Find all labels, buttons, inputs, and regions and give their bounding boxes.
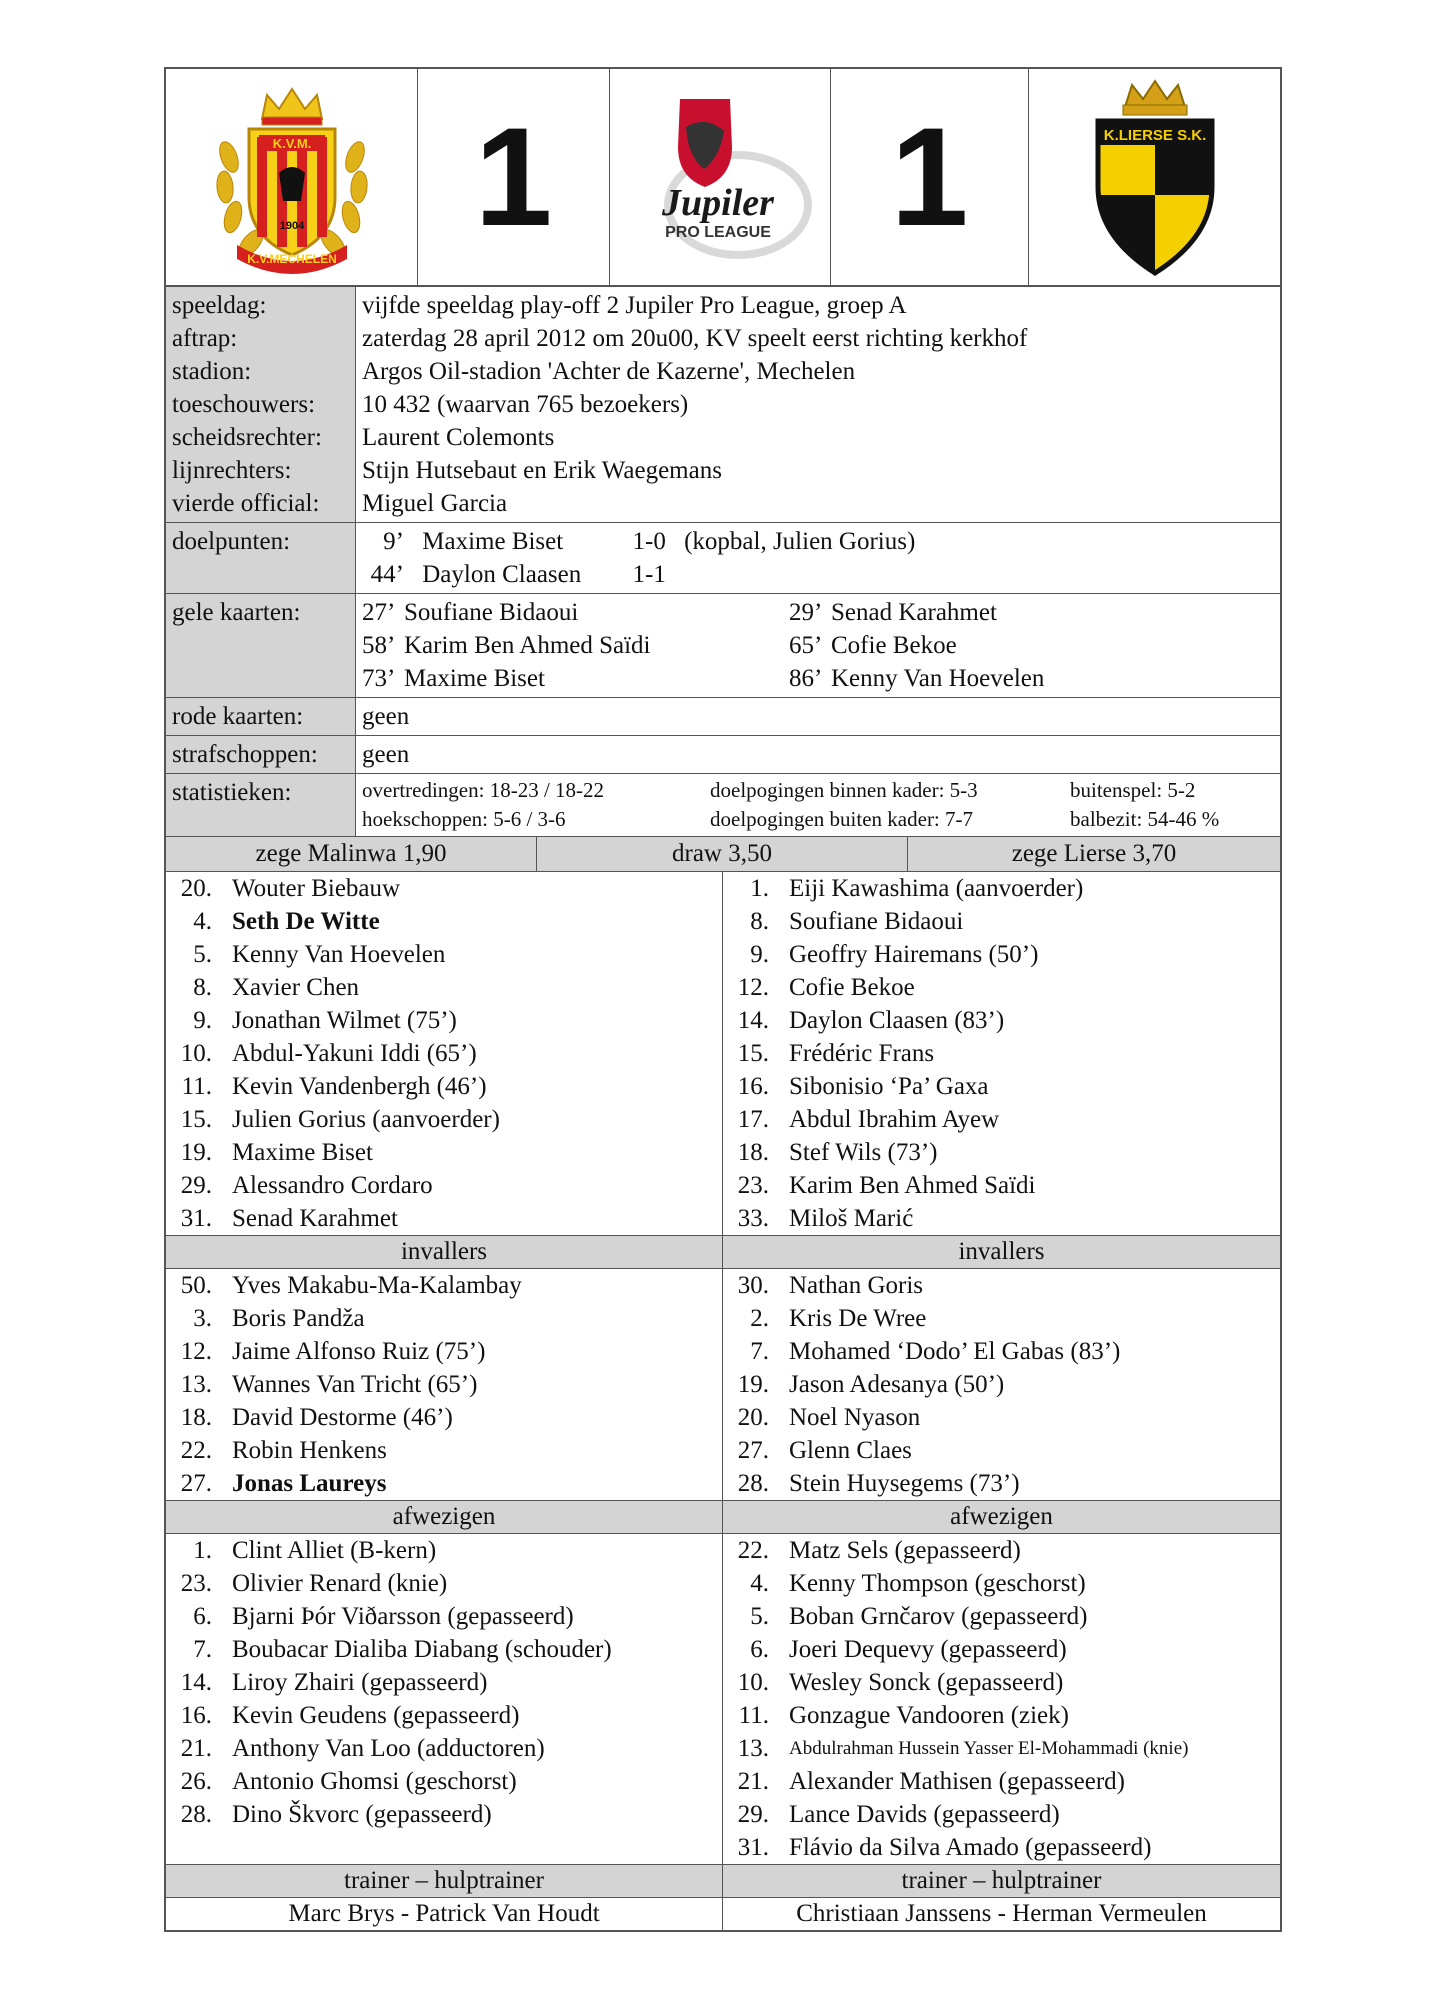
- player-name: Liroy Zhairi (gepasseerd): [232, 1669, 488, 1696]
- odds-row: [166, 836, 1280, 872]
- goal-row: [362, 525, 1274, 558]
- trainer-away-title: trainer – hulptrainer: [901, 1867, 1102, 1894]
- player-row: [723, 1434, 1280, 1467]
- player-number: 14.: [180, 1669, 212, 1696]
- toeschouwers-value: 10 432 (waarvan 765 bezoekers): [362, 391, 689, 418]
- player-row: [723, 1467, 1280, 1500]
- home-score-cell: [418, 69, 610, 285]
- player-row: [166, 1302, 722, 1335]
- aftrap-value: zaterdag 28 april 2012 om 20u00, KV speelt eerst richting kerkhof: [362, 325, 1028, 352]
- player-row: [166, 1534, 722, 1567]
- player-name: Karim Ben Ahmed Saïdi: [789, 1172, 1036, 1199]
- player-number: 19.: [180, 1139, 212, 1166]
- player-row: [723, 1567, 1280, 1600]
- stat-on-target: doelpogingen binnen kader: 5-3: [710, 778, 978, 802]
- player-number: 7.: [193, 1636, 212, 1663]
- strafschoppen-label: strafschoppen:: [172, 741, 318, 768]
- league-logo-sub: PRO LEAGUE: [665, 224, 771, 241]
- player-row: [723, 938, 1280, 971]
- player-number: 17.: [737, 1106, 769, 1133]
- player-number: 14.: [737, 1007, 769, 1034]
- player-number: 2.: [750, 1305, 769, 1332]
- player-number: 23.: [180, 1570, 212, 1597]
- info-penalties: [166, 736, 1280, 774]
- player-row: [166, 1798, 722, 1831]
- subs: [166, 1269, 1280, 1501]
- player-name: Mohamed ‘Dodo’ El Gabas (83’): [789, 1338, 1121, 1365]
- player-number: 29.: [737, 1801, 769, 1828]
- player-row: [723, 1037, 1280, 1070]
- info-yellow-cards: [166, 594, 1280, 698]
- rode-kaarten-value: geen: [362, 703, 410, 730]
- player-number: 18.: [737, 1139, 769, 1166]
- player-number: 1.: [750, 875, 769, 902]
- player-row: [723, 971, 1280, 1004]
- home-logo-sub: K.V.MECHELEN: [246, 252, 337, 266]
- player-number: 27.: [737, 1437, 769, 1464]
- stat-fouls: overtredingen: 18-23 / 18-22: [362, 778, 605, 802]
- trainer-home-title: trainer – hulptrainer: [166, 1865, 723, 1897]
- player-name: Daylon Claasen (83’): [789, 1007, 1005, 1034]
- info-goals: [166, 523, 1280, 594]
- player-name: Cofie Bekoe: [789, 974, 915, 1001]
- player-name: Wannes Van Tricht (65’): [232, 1371, 478, 1398]
- player-row: [723, 1600, 1280, 1633]
- player-name: Kevin Geudens (gepasseerd): [232, 1702, 520, 1729]
- subs-home: [166, 1269, 723, 1500]
- player-name: Julien Gorius (aanvoerder): [232, 1106, 500, 1133]
- player-number: 13.: [180, 1371, 212, 1398]
- player-row: [723, 872, 1280, 905]
- player-name: Maxime Biset: [232, 1139, 373, 1166]
- speeldag-value: vijfde speeldag play-off 2 Jupiler Pro League, groep A: [362, 292, 907, 319]
- player-number: 18.: [180, 1404, 212, 1431]
- player-number: 28.: [737, 1470, 769, 1497]
- player-number: 5.: [750, 1603, 769, 1630]
- player-number: 4.: [193, 908, 212, 935]
- player-name: Kenny Thompson (geschorst): [789, 1570, 1086, 1597]
- player-number: 23.: [737, 1172, 769, 1199]
- player-row: [166, 1103, 722, 1136]
- player-number: 10.: [180, 1040, 212, 1067]
- player-row: [723, 1368, 1280, 1401]
- stat-possession: balbezit: 54-46 %: [1070, 807, 1220, 831]
- league-logo-cell: [610, 69, 831, 285]
- player-row: [166, 1269, 722, 1302]
- player-name: Jason Adesanya (50’): [789, 1371, 1005, 1398]
- player-number: 6.: [193, 1603, 212, 1630]
- player-name: Eiji Kawashima (aanvoerder): [789, 875, 1084, 902]
- player-name: Anthony Van Loo (adductoren): [232, 1735, 545, 1762]
- player-row: [166, 1600, 722, 1633]
- player-row: [723, 1666, 1280, 1699]
- yellow-card-row: [362, 629, 1274, 662]
- player-row: [166, 971, 722, 1004]
- player-row: [166, 1434, 722, 1467]
- player-number: 20.: [737, 1404, 769, 1431]
- player-row: [166, 1368, 722, 1401]
- player-number: 5.: [193, 941, 212, 968]
- player-number: 16.: [180, 1702, 212, 1729]
- player-number: 13.: [737, 1735, 769, 1762]
- player-row: [166, 938, 722, 971]
- card-player: Karim Ben Ahmed Saïdi: [404, 632, 651, 659]
- player-row: [166, 1633, 722, 1666]
- stat-off-target: doelpogingen buiten kader: 7-7: [710, 807, 974, 831]
- statistieken-label: statistieken:: [172, 779, 292, 806]
- absent-away: [723, 1534, 1280, 1864]
- player-number: 15.: [737, 1040, 769, 1067]
- player-number: 11.: [181, 1073, 212, 1100]
- home-logo-year: 1904: [279, 220, 304, 232]
- stat-corners: hoekschoppen: 5-6 / 3-6: [362, 807, 566, 831]
- player-name: Matz Sels (gepasseerd): [789, 1537, 1021, 1564]
- card-player: Kenny Van Hoevelen: [831, 665, 1045, 692]
- player-number: 22.: [737, 1537, 769, 1564]
- player-row: [723, 1103, 1280, 1136]
- lineup-home: [166, 872, 723, 1235]
- player-number: 15.: [180, 1106, 212, 1133]
- player-name: Jaime Alfonso Ruiz (75’): [232, 1338, 486, 1365]
- player-number: 29.: [180, 1172, 212, 1199]
- player-name: Geoffry Hairemans (50’): [789, 941, 1039, 968]
- player-row: [723, 1004, 1280, 1037]
- player-name: Kenny Van Hoevelen: [232, 941, 446, 968]
- player-name: Yves Makabu-Ma-Kalambay: [232, 1272, 522, 1299]
- player-row: [723, 1534, 1280, 1567]
- away-score-cell: [831, 69, 1029, 285]
- player-number: 31.: [737, 1834, 769, 1861]
- player-number: 33.: [737, 1205, 769, 1232]
- strafschoppen-value: geen: [362, 741, 410, 768]
- player-row: [166, 1567, 722, 1600]
- subs-header: [166, 1236, 1280, 1269]
- lijnrechters-label: lijnrechters:: [172, 457, 292, 484]
- player-number: 20.: [180, 875, 212, 902]
- player-row: [723, 1732, 1280, 1765]
- player-row: [166, 872, 722, 905]
- player-row: [166, 1070, 722, 1103]
- player-name: Abdul Ibrahim Ayew: [789, 1106, 1000, 1133]
- goal-score: 1-1: [632, 561, 666, 588]
- goal-minute: 44’: [370, 561, 404, 588]
- player-number: 7.: [750, 1338, 769, 1365]
- player-row: [166, 905, 722, 938]
- player-number: 22.: [180, 1437, 212, 1464]
- card-minute: 58’: [362, 632, 396, 659]
- player-name: Miloš Marić: [789, 1205, 914, 1232]
- player-row: [723, 1798, 1280, 1831]
- player-name: Bjarni Þór Viðarsson (gepasseerd): [232, 1603, 574, 1630]
- aftrap-label: aftrap:: [172, 325, 238, 352]
- goal-note: (kopbal, Julien Gorius): [684, 528, 916, 555]
- player-name: David Destorme (46’): [232, 1404, 453, 1431]
- player-number: 16.: [737, 1073, 769, 1100]
- goal-minute: 9’: [383, 528, 404, 555]
- match-header: [166, 69, 1280, 287]
- player-name: Lance Davids (gepasseerd): [789, 1801, 1060, 1828]
- player-row: [723, 905, 1280, 938]
- trainer-header: [166, 1865, 1280, 1898]
- goal-row: [362, 558, 1274, 591]
- player-number: 26.: [180, 1768, 212, 1795]
- player-number: 8.: [193, 974, 212, 1001]
- player-row: [723, 1699, 1280, 1732]
- player-name: Abdul-Yakuni Iddi (65’): [232, 1040, 477, 1067]
- player-number: 1.: [193, 1537, 212, 1564]
- lineups: [166, 872, 1280, 1236]
- player-number: 3.: [193, 1305, 212, 1332]
- player-name: Abdulrahman Hussein Yasser El-Mohammadi (knie): [789, 1738, 1189, 1759]
- stadion-label: stadion:: [172, 358, 252, 385]
- player-name: Jonas Laureys: [232, 1470, 387, 1497]
- home-score: 1: [474, 98, 553, 255]
- card-minute: 65’: [789, 632, 823, 659]
- jupiler-pro-league-logo: [620, 87, 820, 267]
- scheidsrechter-label: scheidsrechter:: [172, 424, 322, 451]
- player-name: Senad Karahmet: [232, 1205, 398, 1232]
- vierde-official-label: vierde official:: [172, 490, 320, 517]
- player-row: [166, 1004, 722, 1037]
- player-name: Clint Alliet (B-kern): [232, 1537, 437, 1564]
- player-name: Boris Pandža: [232, 1305, 365, 1332]
- player-row: [723, 1070, 1280, 1103]
- yellow-card-row: [362, 596, 1274, 629]
- player-name: Antonio Ghomsi (geschorst): [232, 1768, 517, 1795]
- odds-away: zege Lierse 3,70: [1011, 840, 1177, 867]
- player-name: Frédéric Frans: [789, 1040, 935, 1067]
- player-name: Sibonisio ‘Pa’ Gaxa: [789, 1073, 989, 1100]
- player-name: Noel Nyason: [789, 1404, 921, 1431]
- player-row: [166, 1732, 722, 1765]
- player-row: [723, 1401, 1280, 1434]
- player-number: 50.: [180, 1272, 212, 1299]
- card-minute: 27’: [362, 599, 396, 626]
- card-player: Soufiane Bidaoui: [404, 599, 579, 626]
- goal-scorer: Maxime Biset: [422, 528, 564, 555]
- subs-home-title: invallers: [166, 1236, 723, 1268]
- rode-kaarten-label: rode kaarten:: [172, 703, 304, 730]
- player-name: Nathan Goris: [789, 1272, 923, 1299]
- odds-home: zege Malinwa 1,90: [166, 837, 537, 871]
- player-row: [166, 1401, 722, 1434]
- trainer-home: Marc Brys - Patrick Van Houdt: [166, 1898, 723, 1930]
- player-row: [166, 1136, 722, 1169]
- player-name: Joeri Dequevy (gepasseerd): [789, 1636, 1067, 1663]
- player-row: [166, 1666, 722, 1699]
- card-player: Maxime Biset: [404, 665, 545, 692]
- player-name: Wouter Biebauw: [232, 875, 401, 902]
- player-name: Flávio da Silva Amado (gepasseerd): [789, 1834, 1152, 1861]
- vierde-official-value: Miguel Garcia: [362, 490, 508, 517]
- player-name: Alessandro Cordaro: [232, 1172, 433, 1199]
- player-name: Soufiane Bidaoui: [789, 908, 964, 935]
- player-name: Robin Henkens: [232, 1437, 387, 1464]
- player-row: [723, 1169, 1280, 1202]
- player-row: [723, 1136, 1280, 1169]
- gele-kaarten-label: gele kaarten:: [172, 599, 301, 626]
- doelpunten-label: doelpunten:: [172, 528, 291, 555]
- absent-header: [166, 1501, 1280, 1534]
- player-number: 30.: [737, 1272, 769, 1299]
- player-row: [723, 1633, 1280, 1666]
- subs-away: [723, 1269, 1280, 1500]
- player-row: [723, 1335, 1280, 1368]
- player-name: Alexander Mathisen (gepasseerd): [789, 1768, 1125, 1795]
- player-name: Olivier Renard (knie): [232, 1570, 448, 1597]
- card-minute: 86’: [789, 665, 823, 692]
- home-logo-cell: [166, 69, 418, 285]
- card-player: Cofie Bekoe: [831, 632, 957, 659]
- trainers: [166, 1898, 1280, 1930]
- yellow-card-row: [362, 662, 1274, 695]
- absent-away-title: afwezigen: [950, 1503, 1053, 1530]
- player-number: 12.: [180, 1338, 212, 1365]
- player-name: Wesley Sonck (gepasseerd): [789, 1669, 1064, 1696]
- player-number: 12.: [737, 974, 769, 1001]
- away-logo-text: K.LIERSE S.K.: [1103, 127, 1206, 144]
- lijnrechters-value: Stijn Hutsebaut en Erik Waegemans: [362, 457, 722, 484]
- absent: [166, 1534, 1280, 1865]
- player-number: 19.: [737, 1371, 769, 1398]
- kv-mechelen-logo: [207, 77, 377, 277]
- player-number: 4.: [750, 1570, 769, 1597]
- player-number: 9.: [193, 1007, 212, 1034]
- toeschouwers-label: toeschouwers:: [172, 391, 316, 418]
- player-row: [166, 1037, 722, 1070]
- player-name: Glenn Claes: [789, 1437, 912, 1464]
- odds-draw: draw 3,50: [537, 837, 908, 871]
- player-row: [723, 1831, 1280, 1864]
- player-number: 21.: [180, 1735, 212, 1762]
- away-logo-cell: [1029, 69, 1280, 285]
- player-name: Jonathan Wilmet (75’): [232, 1007, 457, 1034]
- player-number: 31.: [180, 1205, 212, 1232]
- trainer-away: Christiaan Janssens - Herman Vermeulen: [796, 1900, 1207, 1927]
- player-number: 10.: [737, 1669, 769, 1696]
- k-lierse-sk-logo: [1090, 77, 1220, 277]
- info-red-cards: [166, 698, 1280, 736]
- home-logo-text: K.V.M.: [272, 136, 311, 151]
- player-row: [166, 1699, 722, 1732]
- stats-row: [362, 805, 1274, 834]
- player-name: Xavier Chen: [232, 974, 360, 1001]
- player-name: Seth De Witte: [232, 908, 380, 935]
- info-general: [166, 287, 1280, 523]
- player-name: Kevin Vandenbergh (46’): [232, 1073, 487, 1100]
- player-row: [166, 1202, 722, 1235]
- card-minute: 29’: [789, 599, 823, 626]
- player-name: Boban Grnčarov (gepasseerd): [789, 1603, 1088, 1630]
- match-sheet: [164, 67, 1282, 1932]
- scheidsrechter-value: Laurent Colemonts: [362, 424, 555, 451]
- player-name: Boubacar Dialiba Diabang (schouder): [232, 1636, 612, 1663]
- player-number: 8.: [750, 908, 769, 935]
- absent-home-title: afwezigen: [166, 1501, 723, 1533]
- subs-away-title: invallers: [958, 1238, 1045, 1265]
- lineup-away: [723, 872, 1280, 1235]
- player-name: Dino Škvorc (gepasseerd): [232, 1801, 492, 1828]
- player-row: [723, 1269, 1280, 1302]
- player-row: [723, 1765, 1280, 1798]
- absent-home: [166, 1534, 723, 1864]
- player-number: 11.: [738, 1702, 769, 1729]
- player-row: [723, 1302, 1280, 1335]
- goal-score: 1-0: [632, 528, 666, 555]
- away-score: 1: [890, 98, 969, 255]
- player-number: 28.: [180, 1801, 212, 1828]
- speeldag-label: speeldag:: [172, 292, 267, 319]
- player-row: [166, 1335, 722, 1368]
- stats-row: [362, 776, 1274, 805]
- info-stats: [166, 774, 1280, 836]
- player-name: Kris De Wree: [789, 1305, 927, 1332]
- stat-offside: buitenspel: 5-2: [1070, 778, 1196, 802]
- player-row: [166, 1169, 722, 1202]
- player-number: 21.: [737, 1768, 769, 1795]
- player-name: Stein Huysegems (73’): [789, 1470, 1020, 1497]
- player-number: 9.: [750, 941, 769, 968]
- card-minute: 73’: [362, 665, 396, 692]
- league-logo-text: Jupiler: [662, 182, 774, 224]
- stadion-value: Argos Oil-stadion 'Achter de Kazerne', Mechelen: [362, 358, 856, 385]
- player-number: 27.: [180, 1470, 212, 1497]
- player-name: Gonzague Vandooren (ziek): [789, 1702, 1069, 1729]
- goal-scorer: Daylon Claasen: [422, 561, 582, 588]
- player-row: [166, 1467, 722, 1500]
- player-name: Stef Wils (73’): [789, 1139, 938, 1166]
- player-number: 6.: [750, 1636, 769, 1663]
- player-row: [166, 1765, 722, 1798]
- card-player: Senad Karahmet: [831, 599, 997, 626]
- player-row: [723, 1202, 1280, 1235]
